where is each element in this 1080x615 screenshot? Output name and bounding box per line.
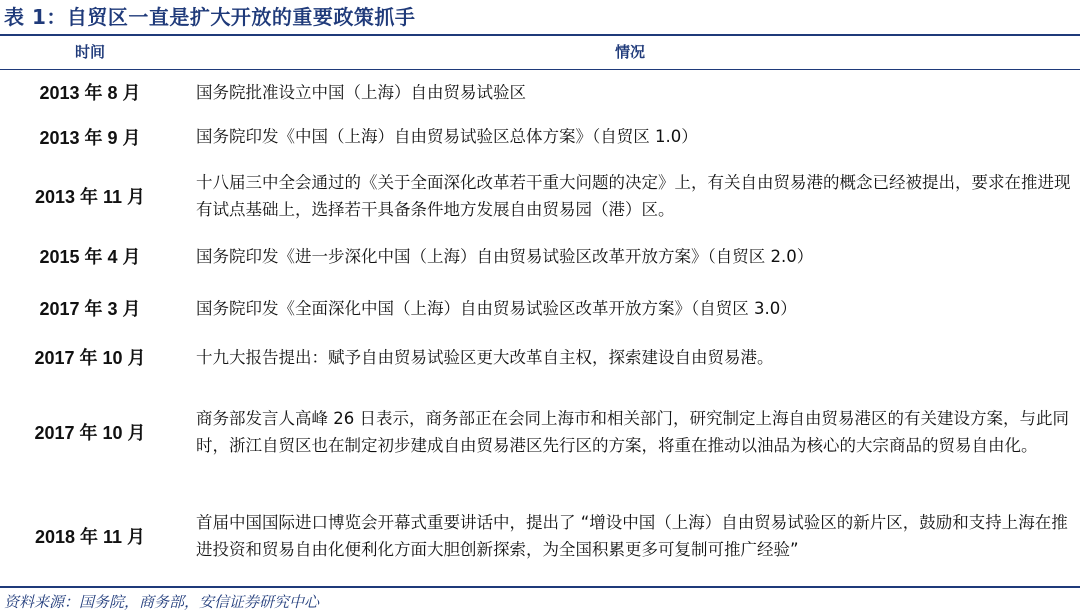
table-row (0, 71, 1080, 113)
bottom-rule (0, 586, 1080, 588)
row-date: 2015 年 4 月 (39, 247, 141, 267)
row-date: 2017 年 10 月 (34, 348, 146, 368)
source-note: 资料来源：国务院，商务部，安信证券研究中心 (4, 593, 320, 611)
row-date: 2017 年 3 月 (39, 299, 141, 319)
table-row (0, 113, 1080, 160)
header-situation: 情况 (614, 43, 645, 61)
row-description: 国务院批准设立中国（上海）自由贸易试验区 (196, 82, 526, 102)
row-description: 首届中国国际进口博览会开幕式重要讲话中，提出了 “增设中国（上海）自由贸易试验区的新片区，鼓励和支持上海在推进投资和贸易自由化便利化方面大胆创新探索，为全国积累更多可复制可推广经验” (196, 513, 1068, 559)
header-time: 时间 (74, 43, 105, 61)
table-title: 表 1：自贸区一直是扩大开放的重要政策抓手 (4, 5, 416, 29)
row-date: 2017 年 10 月 (34, 423, 146, 443)
row-description: 商务部发言人高峰 26 日表示，商务部正在会同上海市和相关部门，研究制定上海自由贸易港区的有关建设方案，与此同时，浙江自贸区也在制定初步建成自由贸易港区先行区的方案，将重在推动以油品为核心的大宗商品的贸易自由化。 (196, 409, 1069, 455)
row-date: 2018 年 11 月 (34, 527, 146, 547)
header-rule (0, 69, 1080, 70)
table-row (0, 486, 1080, 586)
row-description: 国务院印发《中国（上海）自由贸易试验区总体方案》（自贸区 1.0） (196, 127, 698, 146)
row-date: 2013 年 9 月 (39, 127, 141, 148)
table-header (0, 36, 1080, 69)
table-row (0, 280, 1080, 336)
row-date: 2013 年 11 月 (34, 187, 146, 207)
row-date: 2013 年 8 月 (39, 83, 141, 103)
table-row (0, 336, 1080, 378)
row-description: 十八届三中全会通过的《关于全面深化改革若干重大问题的决定》上，有关自由贸易港的概念已经被提出，要求在推进现有试点基础上，选择若干具备条件地方发展自由贸易园（港）区。 (196, 173, 1071, 219)
table-row (0, 232, 1080, 280)
row-description: 国务院印发《进一步深化中国（上海）自由贸易试验区改革开放方案》（自贸区 2.0） (196, 246, 814, 266)
table-row (0, 378, 1080, 486)
row-description: 十九大报告提出：赋予自由贸易试验区更大改革自主权，探索建设自由贸易港。 (196, 347, 774, 367)
row-description: 国务院印发《全面深化中国（上海）自由贸易试验区改革开放方案》（自贸区 3.0） (196, 298, 797, 318)
table-row (0, 160, 1080, 232)
